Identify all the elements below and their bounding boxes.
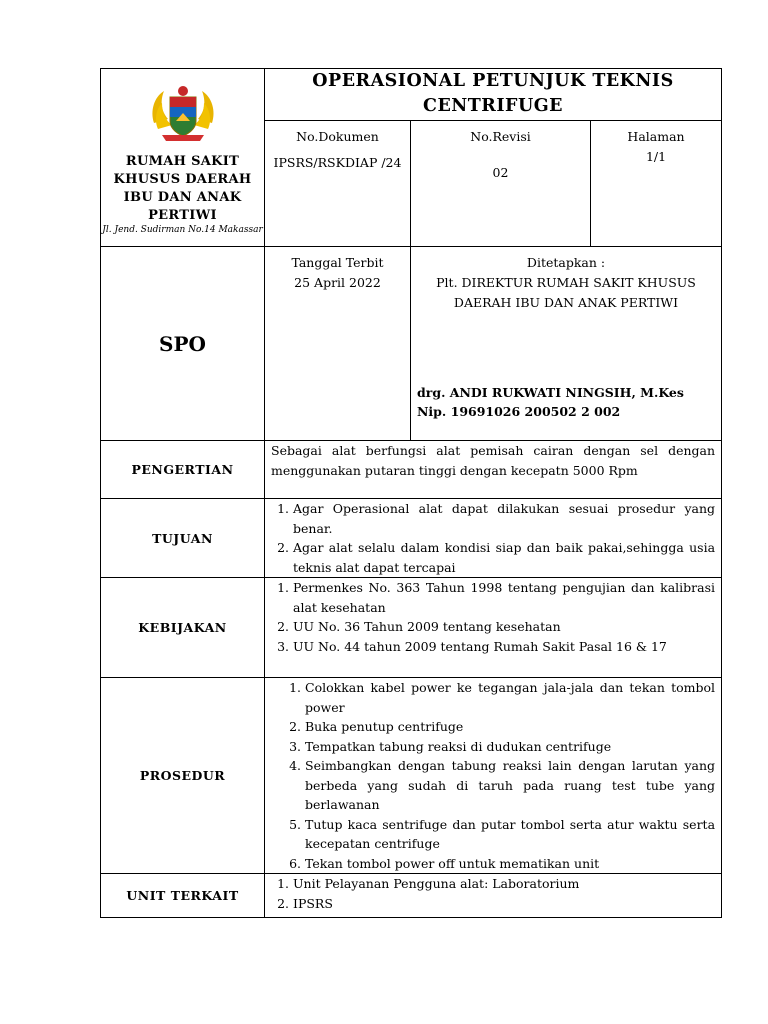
revision-label: No.Revisi <box>470 129 531 144</box>
doc-number-value: IPSRS/RSKDIAP /24 <box>273 155 402 170</box>
revision-value: 02 <box>492 165 509 180</box>
pengertian-text: Sebagai alat berfungsi alat pemisah cairan dengan sel dengan menggunakan putaran tinggi dengan kecepatn 5000 Rpm <box>265 441 722 499</box>
hospital-emblem-logo <box>148 83 218 145</box>
list-item: 6. Tekan tombol power off untuk mematikan unit <box>305 854 715 874</box>
pengertian-label: PENGERTIAN <box>101 441 265 499</box>
established-label: Ditetapkan : <box>526 255 606 270</box>
unit-terkait-label: UNIT TERKAIT <box>101 874 265 918</box>
kebijakan-content <box>265 578 722 678</box>
issue-date-value: 25 April 2022 <box>294 275 381 290</box>
hospital-address: Jl. Jend. Sudirman No.14 Makassar <box>102 225 263 235</box>
kebijakan-label: KEBIJAKAN <box>101 578 265 678</box>
hospital-identity-cell <box>101 69 265 247</box>
prosedur-list <box>271 678 715 873</box>
hospital-name: RUMAH SAKIT KHUSUS DAERAH IBU DAN ANAK PERTIWI <box>113 154 252 223</box>
tujuan-list <box>271 499 715 577</box>
established-cell <box>411 247 722 441</box>
spo-document-table <box>100 68 722 918</box>
signer-nip: Nip. 19691026 200502 2 002 <box>417 404 621 419</box>
page-label: Halaman <box>627 129 685 144</box>
list-item: 3. UU No. 44 tahun 2009 tentang Rumah Sakit Pasal 16 & 17 <box>293 637 715 657</box>
list-item: 2. Buka penutup centrifuge <box>305 717 715 737</box>
list-item: 1. Permenkes No. 363 Tahun 1998 tentang pengujian dan kalibrasi alat kesehatan <box>293 578 715 617</box>
page-cell <box>591 121 722 247</box>
prosedur-content <box>265 678 722 874</box>
issue-date-cell <box>265 247 411 441</box>
list-item: 1. Agar Operasional alat dapat dilakukan sesuai prosedur yang benar. <box>293 499 715 538</box>
tujuan-content <box>265 499 722 578</box>
list-item: 1. Colokkan kabel power ke tegangan jala-jala dan tekan tombol power <box>305 678 715 717</box>
list-item: 4. Seimbangkan dengan tabung reaksi lain dengan larutan yang berbeda yang sudah di taruh pada ruang test tube yang berlawanan <box>305 756 715 815</box>
unit-terkait-content <box>265 874 722 918</box>
revision-cell <box>411 121 591 247</box>
kebijakan-list <box>271 578 715 656</box>
list-item: 2. IPSRS <box>293 894 715 914</box>
tujuan-label: TUJUAN <box>101 499 265 578</box>
list-item: 2. Agar alat selalu dalam kondisi siap dan baik pakai,sehingga usia teknis alat dapat tercapai <box>293 538 715 577</box>
doc-number-label: No.Dokumen <box>296 129 379 144</box>
issue-date-label: Tanggal Terbit <box>291 255 384 270</box>
doc-number-cell <box>265 121 411 247</box>
page-value: 1/1 <box>645 149 667 164</box>
list-item: 1. Unit Pelayanan Pengguna alat: Laboratorium <box>293 874 715 894</box>
document-title: OPERASIONAL PETUNJUK TEKNIS CENTRIFUGE <box>265 69 722 121</box>
spo-label: SPO <box>101 247 265 441</box>
unit-terkait-list <box>271 874 715 913</box>
signer-name: drg. ANDI RUKWATI NINGSIH, M.Kes <box>417 385 684 400</box>
prosedur-label: PROSEDUR <box>101 678 265 874</box>
list-item: 3. Tempatkan tabung reaksi di dudukan centrifuge <box>305 737 715 757</box>
established-by: Plt. DIREKTUR RUMAH SAKIT KHUSUS DAERAH IBU DAN ANAK PERTIWI <box>436 275 696 310</box>
list-item: 5. Tutup kaca sentrifuge dan putar tombol serta atur waktu serta kecepatan centrifuge <box>305 815 715 854</box>
list-item: 2. UU No. 36 Tahun 2009 tentang kesehatan <box>293 617 715 637</box>
